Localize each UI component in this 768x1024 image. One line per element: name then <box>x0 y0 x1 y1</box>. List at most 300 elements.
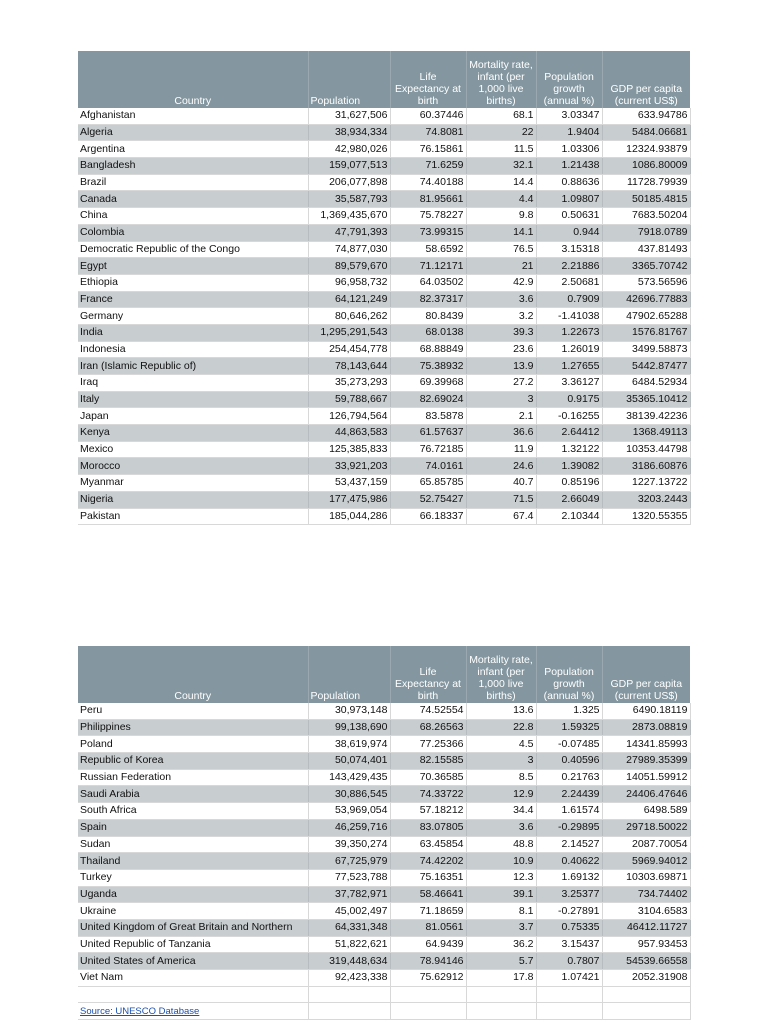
cell-life-expectancy: 76.72185 <box>390 441 466 458</box>
cell-population-growth: 2.21886 <box>536 258 602 275</box>
cell-population: 177,475,986 <box>308 491 390 508</box>
cell-country: Myanmar <box>78 475 308 492</box>
cell-population-growth: 0.21763 <box>536 769 602 786</box>
cell-infant-mortality: 9.8 <box>466 208 536 225</box>
cell-gdp-per-capita: 46412.11727 <box>602 919 690 936</box>
cell-infant-mortality: 17.8 <box>466 970 536 987</box>
cell-infant-mortality: 39.1 <box>466 886 536 903</box>
cell-infant-mortality: 76.5 <box>466 241 536 258</box>
cell-infant-mortality: 39.3 <box>466 324 536 341</box>
cell-gdp-per-capita: 10353.44798 <box>602 441 690 458</box>
cell-infant-mortality: 12.3 <box>466 869 536 886</box>
cell-gdp-per-capita: 2873.08819 <box>602 719 690 736</box>
table-row <box>78 158 690 175</box>
cell-country: Germany <box>78 308 308 325</box>
cell-infant-mortality: 27.2 <box>466 375 536 392</box>
cell-country: Egypt <box>78 258 308 275</box>
cell-population-growth: 0.7909 <box>536 291 602 308</box>
cell-gdp-per-capita: 3499.58873 <box>602 341 690 358</box>
header-population: Population <box>308 646 390 703</box>
table-row <box>78 753 690 770</box>
cell-life-expectancy: 64.03502 <box>390 274 466 291</box>
cell-infant-mortality: 68.1 <box>466 108 536 124</box>
cell-population: 92,423,338 <box>308 970 390 987</box>
cell-population-growth: 3.36127 <box>536 375 602 392</box>
cell-gdp-per-capita: 1576.81767 <box>602 324 690 341</box>
cell-infant-mortality: 24.6 <box>466 458 536 475</box>
cell-gdp-per-capita: 957.93453 <box>602 936 690 953</box>
table-row <box>78 886 690 903</box>
cell-country: Spain <box>78 819 308 836</box>
cell-country: Ukraine <box>78 903 308 920</box>
cell-population: 53,969,054 <box>308 803 390 820</box>
cell-population: 37,782,971 <box>308 886 390 903</box>
cell-country: Canada <box>78 191 308 208</box>
cell-population-growth: 1.39082 <box>536 458 602 475</box>
cell-population-growth: -0.16255 <box>536 408 602 425</box>
cell-country: Japan <box>78 408 308 425</box>
table-row <box>78 174 690 191</box>
cell-gdp-per-capita: 7683.50204 <box>602 208 690 225</box>
cell-life-expectancy: 74.52554 <box>390 703 466 719</box>
cell-life-expectancy: 63.45854 <box>390 836 466 853</box>
cell-infant-mortality: 23.6 <box>466 341 536 358</box>
cell-country: Colombia <box>78 224 308 241</box>
cell-population-growth: 0.9175 <box>536 391 602 408</box>
cell-population: 80,646,262 <box>308 308 390 325</box>
cell-population-growth: 0.40622 <box>536 853 602 870</box>
cell-gdp-per-capita: 734.74402 <box>602 886 690 903</box>
table-row <box>78 491 690 508</box>
table-row <box>78 853 690 870</box>
table-row <box>78 936 690 953</box>
cell-population-growth: 1.59325 <box>536 719 602 736</box>
cell-population: 38,619,974 <box>308 736 390 753</box>
cell-gdp-per-capita: 29718.50022 <box>602 819 690 836</box>
cell-population: 33,921,203 <box>308 458 390 475</box>
cell-gdp-per-capita: 35365.10412 <box>602 391 690 408</box>
cell-life-expectancy: 75.62912 <box>390 970 466 987</box>
cell-gdp-per-capita: 12324.93879 <box>602 141 690 158</box>
table-row <box>78 953 690 970</box>
table-1 <box>78 51 691 525</box>
table-row <box>78 819 690 836</box>
cell-population-growth: 1.09807 <box>536 191 602 208</box>
cell-population-growth: 0.7807 <box>536 953 602 970</box>
table-row <box>78 970 690 987</box>
cell-gdp-per-capita: 5442.87477 <box>602 358 690 375</box>
cell-infant-mortality: 22 <box>466 124 536 141</box>
cell-gdp-per-capita: 1320.55355 <box>602 508 690 525</box>
cell-population-growth: 3.25377 <box>536 886 602 903</box>
cell-population-growth: 0.944 <box>536 224 602 241</box>
table-row <box>78 258 690 275</box>
blank-cell <box>602 986 690 1003</box>
cell-life-expectancy: 71.18659 <box>390 903 466 920</box>
cell-country: Iran (Islamic Republic of) <box>78 358 308 375</box>
blank-cell <box>78 986 308 1003</box>
cell-infant-mortality: 36.6 <box>466 425 536 442</box>
cell-gdp-per-capita: 2052.31908 <box>602 970 690 987</box>
header-infant-mortality: Mortality rate, infant (per 1,000 live births) <box>466 51 536 108</box>
source-cell <box>78 1003 308 1020</box>
cell-population-growth: 1.32122 <box>536 441 602 458</box>
table-row <box>78 786 690 803</box>
cell-population-growth: 1.26019 <box>536 341 602 358</box>
cell-country: Poland <box>78 736 308 753</box>
cell-population: 77,523,788 <box>308 869 390 886</box>
cell-country: Ethiopia <box>78 274 308 291</box>
table-row <box>78 241 690 258</box>
cell-gdp-per-capita: 10303.69871 <box>602 869 690 886</box>
cell-country: United Kingdom of Great Britain and Northern <box>78 919 308 936</box>
table-row <box>78 903 690 920</box>
cell-country: Turkey <box>78 869 308 886</box>
cell-country: Uganda <box>78 886 308 903</box>
cell-population-growth: 3.03347 <box>536 108 602 124</box>
cell-infant-mortality: 8.1 <box>466 903 536 920</box>
cell-life-expectancy: 71.6259 <box>390 158 466 175</box>
cell-life-expectancy: 65.85785 <box>390 475 466 492</box>
table-row <box>78 208 690 225</box>
cell-population-growth: 1.9404 <box>536 124 602 141</box>
cell-population-growth: 0.75335 <box>536 919 602 936</box>
cell-life-expectancy: 74.42202 <box>390 853 466 870</box>
cell-gdp-per-capita: 38139.42236 <box>602 408 690 425</box>
cell-population-growth: -0.07485 <box>536 736 602 753</box>
cell-population-growth: 1.22673 <box>536 324 602 341</box>
cell-life-expectancy: 57.18212 <box>390 803 466 820</box>
cell-infant-mortality: 12.9 <box>466 786 536 803</box>
cell-population-growth: 0.50631 <box>536 208 602 225</box>
cell-life-expectancy: 78.94146 <box>390 953 466 970</box>
cell-population: 35,587,793 <box>308 191 390 208</box>
cell-life-expectancy: 68.26563 <box>390 719 466 736</box>
table-row <box>78 408 690 425</box>
table-row <box>78 803 690 820</box>
cell-population: 35,273,293 <box>308 375 390 392</box>
cell-infant-mortality: 4.5 <box>466 736 536 753</box>
cell-population: 319,448,634 <box>308 953 390 970</box>
cell-country: United Republic of Tanzania <box>78 936 308 953</box>
cell-population-growth: 2.24439 <box>536 786 602 803</box>
cell-country: Iraq <box>78 375 308 392</box>
cell-population-growth: 3.15437 <box>536 936 602 953</box>
table-row <box>78 274 690 291</box>
table-row <box>78 391 690 408</box>
cell-gdp-per-capita: 6498.589 <box>602 803 690 820</box>
cell-infant-mortality: 14.1 <box>466 224 536 241</box>
cell-gdp-per-capita: 27989.35399 <box>602 753 690 770</box>
cell-gdp-per-capita: 573.56596 <box>602 274 690 291</box>
cell-infant-mortality: 3.2 <box>466 308 536 325</box>
cell-gdp-per-capita: 6490.18119 <box>602 703 690 719</box>
cell-population: 50,074,401 <box>308 753 390 770</box>
cell-life-expectancy: 52.75427 <box>390 491 466 508</box>
cell-infant-mortality: 34.4 <box>466 803 536 820</box>
cell-life-expectancy: 60.37446 <box>390 108 466 124</box>
cell-infant-mortality: 3 <box>466 391 536 408</box>
blank-cell <box>536 1003 602 1020</box>
cell-life-expectancy: 75.78227 <box>390 208 466 225</box>
cell-population: 159,077,513 <box>308 158 390 175</box>
table-row <box>78 425 690 442</box>
cell-life-expectancy: 74.33722 <box>390 786 466 803</box>
cell-country: France <box>78 291 308 308</box>
cell-population: 64,121,249 <box>308 291 390 308</box>
cell-infant-mortality: 8.5 <box>466 769 536 786</box>
cell-gdp-per-capita: 42696.77883 <box>602 291 690 308</box>
cell-country: Argentina <box>78 141 308 158</box>
header-population-growth: Population growth (annual %) <box>536 646 602 703</box>
cell-infant-mortality: 67.4 <box>466 508 536 525</box>
cell-country: Sudan <box>78 836 308 853</box>
cell-gdp-per-capita: 437.81493 <box>602 241 690 258</box>
cell-life-expectancy: 75.16351 <box>390 869 466 886</box>
cell-life-expectancy: 58.6592 <box>390 241 466 258</box>
table-row <box>78 358 690 375</box>
cell-infant-mortality: 42.9 <box>466 274 536 291</box>
cell-population: 254,454,778 <box>308 341 390 358</box>
table-row <box>78 769 690 786</box>
cell-life-expectancy: 80.8439 <box>390 308 466 325</box>
header-country: Country <box>78 51 308 108</box>
cell-population: 185,044,286 <box>308 508 390 525</box>
table-2 <box>78 646 691 1020</box>
table-row <box>78 291 690 308</box>
cell-gdp-per-capita: 24406.47646 <box>602 786 690 803</box>
cell-population: 67,725,979 <box>308 853 390 870</box>
header-gdp-per-capita: GDP per capita (current US$) <box>602 646 690 703</box>
cell-population-growth: -1.41038 <box>536 308 602 325</box>
table-row <box>78 719 690 736</box>
cell-gdp-per-capita: 1227.13722 <box>602 475 690 492</box>
table-row <box>78 475 690 492</box>
cell-life-expectancy: 81.95661 <box>390 191 466 208</box>
cell-population-growth: 1.03306 <box>536 141 602 158</box>
cell-infant-mortality: 3.7 <box>466 919 536 936</box>
cell-population: 1,295,291,543 <box>308 324 390 341</box>
cell-population: 96,958,732 <box>308 274 390 291</box>
source-row <box>78 1003 690 1020</box>
cell-population-growth: 1.325 <box>536 703 602 719</box>
cell-population-growth: 2.10344 <box>536 508 602 525</box>
cell-population: 74,877,030 <box>308 241 390 258</box>
cell-infant-mortality: 10.9 <box>466 853 536 870</box>
cell-population: 64,331,348 <box>308 919 390 936</box>
table-row <box>78 869 690 886</box>
cell-infant-mortality: 21 <box>466 258 536 275</box>
table-row <box>78 108 690 124</box>
cell-population: 51,822,621 <box>308 936 390 953</box>
cell-country: Brazil <box>78 174 308 191</box>
blank-cell <box>466 1003 536 1020</box>
header-row <box>78 646 690 703</box>
cell-country: Afghanistan <box>78 108 308 124</box>
cell-country: Democratic Republic of the Congo <box>78 241 308 258</box>
cell-population-growth: 2.50681 <box>536 274 602 291</box>
table-row <box>78 341 690 358</box>
cell-population-growth: 2.64412 <box>536 425 602 442</box>
cell-population-growth: 2.14527 <box>536 836 602 853</box>
cell-population-growth: 0.40596 <box>536 753 602 770</box>
cell-population-growth: 1.27655 <box>536 358 602 375</box>
table-row <box>78 141 690 158</box>
cell-population: 1,369,435,670 <box>308 208 390 225</box>
cell-infant-mortality: 2.1 <box>466 408 536 425</box>
cell-gdp-per-capita: 2087.70054 <box>602 836 690 853</box>
cell-population-growth: 1.21438 <box>536 158 602 175</box>
table-row <box>78 375 690 392</box>
blank-cell <box>390 986 466 1003</box>
table-row <box>78 919 690 936</box>
cell-life-expectancy: 74.0161 <box>390 458 466 475</box>
cell-population: 78,143,644 <box>308 358 390 375</box>
blank-cell <box>466 986 536 1003</box>
header-population-growth: Population growth (annual %) <box>536 51 602 108</box>
cell-population-growth: 0.85196 <box>536 475 602 492</box>
cell-country: Italy <box>78 391 308 408</box>
table-row <box>78 124 690 141</box>
cell-gdp-per-capita: 14051.59912 <box>602 769 690 786</box>
blank-cell <box>602 1003 690 1020</box>
cell-infant-mortality: 3.6 <box>466 291 536 308</box>
header-life-expectancy: Life Expectancy at birth <box>390 646 466 703</box>
header-gdp-per-capita: GDP per capita (current US$) <box>602 51 690 108</box>
cell-population: 30,973,148 <box>308 703 390 719</box>
cell-population: 206,077,898 <box>308 174 390 191</box>
cell-gdp-per-capita: 7918.0789 <box>602 224 690 241</box>
cell-population: 42,980,026 <box>308 141 390 158</box>
cell-country: Bangladesh <box>78 158 308 175</box>
cell-infant-mortality: 40.7 <box>466 475 536 492</box>
cell-population-growth: -0.29895 <box>536 819 602 836</box>
cell-life-expectancy: 58.46641 <box>390 886 466 903</box>
blank-cell <box>308 986 390 1003</box>
source-link[interactable]: Source: UNESCO Database <box>80 1005 200 1017</box>
cell-country: United States of America <box>78 953 308 970</box>
cell-country: Peru <box>78 703 308 719</box>
cell-population: 53,437,159 <box>308 475 390 492</box>
cell-population-growth: -0.27891 <box>536 903 602 920</box>
cell-population-growth: 1.61574 <box>536 803 602 820</box>
cell-infant-mortality: 13.9 <box>466 358 536 375</box>
cell-country: Saudi Arabia <box>78 786 308 803</box>
cell-gdp-per-capita: 14341.85993 <box>602 736 690 753</box>
cell-life-expectancy: 82.15585 <box>390 753 466 770</box>
cell-population-growth: 0.88636 <box>536 174 602 191</box>
blank-cell <box>308 1003 390 1020</box>
cell-gdp-per-capita: 6484.52934 <box>602 375 690 392</box>
cell-life-expectancy: 75.38932 <box>390 358 466 375</box>
cell-population-growth: 3.15318 <box>536 241 602 258</box>
blank-row <box>78 986 690 1003</box>
cell-population: 46,259,716 <box>308 819 390 836</box>
cell-gdp-per-capita: 47902.65288 <box>602 308 690 325</box>
cell-country: Mexico <box>78 441 308 458</box>
table-row <box>78 324 690 341</box>
cell-life-expectancy: 82.69024 <box>390 391 466 408</box>
header-life-expectancy: Life Expectancy at birth <box>390 51 466 108</box>
cell-population: 44,863,583 <box>308 425 390 442</box>
table-row <box>78 736 690 753</box>
cell-country: Viet Nam <box>78 970 308 987</box>
cell-life-expectancy: 69.39968 <box>390 375 466 392</box>
cell-gdp-per-capita: 50185.4815 <box>602 191 690 208</box>
header-country: Country <box>78 646 308 703</box>
cell-population: 38,934,334 <box>308 124 390 141</box>
cell-life-expectancy: 82.37317 <box>390 291 466 308</box>
cell-gdp-per-capita: 3104.6583 <box>602 903 690 920</box>
cell-population: 59,788,667 <box>308 391 390 408</box>
cell-life-expectancy: 68.88849 <box>390 341 466 358</box>
cell-population-growth: 1.07421 <box>536 970 602 987</box>
cell-infant-mortality: 3 <box>466 753 536 770</box>
cell-infant-mortality: 22.8 <box>466 719 536 736</box>
cell-population: 89,579,670 <box>308 258 390 275</box>
cell-gdp-per-capita: 11728.79939 <box>602 174 690 191</box>
cell-country: Nigeria <box>78 491 308 508</box>
cell-life-expectancy: 71.12171 <box>390 258 466 275</box>
cell-gdp-per-capita: 54539.66558 <box>602 953 690 970</box>
data-table-part-1 <box>78 51 690 525</box>
cell-life-expectancy: 73.99315 <box>390 224 466 241</box>
data-table-part-2 <box>78 646 690 1020</box>
cell-gdp-per-capita: 1368.49113 <box>602 425 690 442</box>
cell-life-expectancy: 70.36585 <box>390 769 466 786</box>
table-row <box>78 441 690 458</box>
cell-gdp-per-capita: 3203.2443 <box>602 491 690 508</box>
cell-country: Pakistan <box>78 508 308 525</box>
cell-life-expectancy: 66.18337 <box>390 508 466 525</box>
cell-gdp-per-capita: 633.94786 <box>602 108 690 124</box>
cell-country: Thailand <box>78 853 308 870</box>
cell-life-expectancy: 64.9439 <box>390 936 466 953</box>
cell-population: 30,886,545 <box>308 786 390 803</box>
cell-infant-mortality: 48.8 <box>466 836 536 853</box>
header-row <box>78 51 690 108</box>
table-row <box>78 458 690 475</box>
cell-population-growth: 2.66049 <box>536 491 602 508</box>
cell-life-expectancy: 61.57637 <box>390 425 466 442</box>
cell-population: 99,138,690 <box>308 719 390 736</box>
cell-life-expectancy: 83.07805 <box>390 819 466 836</box>
table-row <box>78 308 690 325</box>
table-row <box>78 703 690 719</box>
cell-infant-mortality: 11.5 <box>466 141 536 158</box>
cell-infant-mortality: 11.9 <box>466 441 536 458</box>
header-infant-mortality: Mortality rate, infant (per 1,000 live births) <box>466 646 536 703</box>
cell-country: Republic of Korea <box>78 753 308 770</box>
cell-infant-mortality: 5.7 <box>466 953 536 970</box>
cell-infant-mortality: 32.1 <box>466 158 536 175</box>
cell-population: 126,794,564 <box>308 408 390 425</box>
cell-life-expectancy: 83.5878 <box>390 408 466 425</box>
cell-gdp-per-capita: 3365.70742 <box>602 258 690 275</box>
table-row <box>78 508 690 525</box>
cell-country: China <box>78 208 308 225</box>
cell-country: Algeria <box>78 124 308 141</box>
table-row <box>78 224 690 241</box>
cell-infant-mortality: 3.6 <box>466 819 536 836</box>
cell-life-expectancy: 81.0561 <box>390 919 466 936</box>
cell-life-expectancy: 77.25366 <box>390 736 466 753</box>
cell-life-expectancy: 74.8081 <box>390 124 466 141</box>
cell-life-expectancy: 76.15861 <box>390 141 466 158</box>
cell-population: 47,791,393 <box>308 224 390 241</box>
cell-infant-mortality: 13.6 <box>466 703 536 719</box>
cell-gdp-per-capita: 5969.94012 <box>602 853 690 870</box>
